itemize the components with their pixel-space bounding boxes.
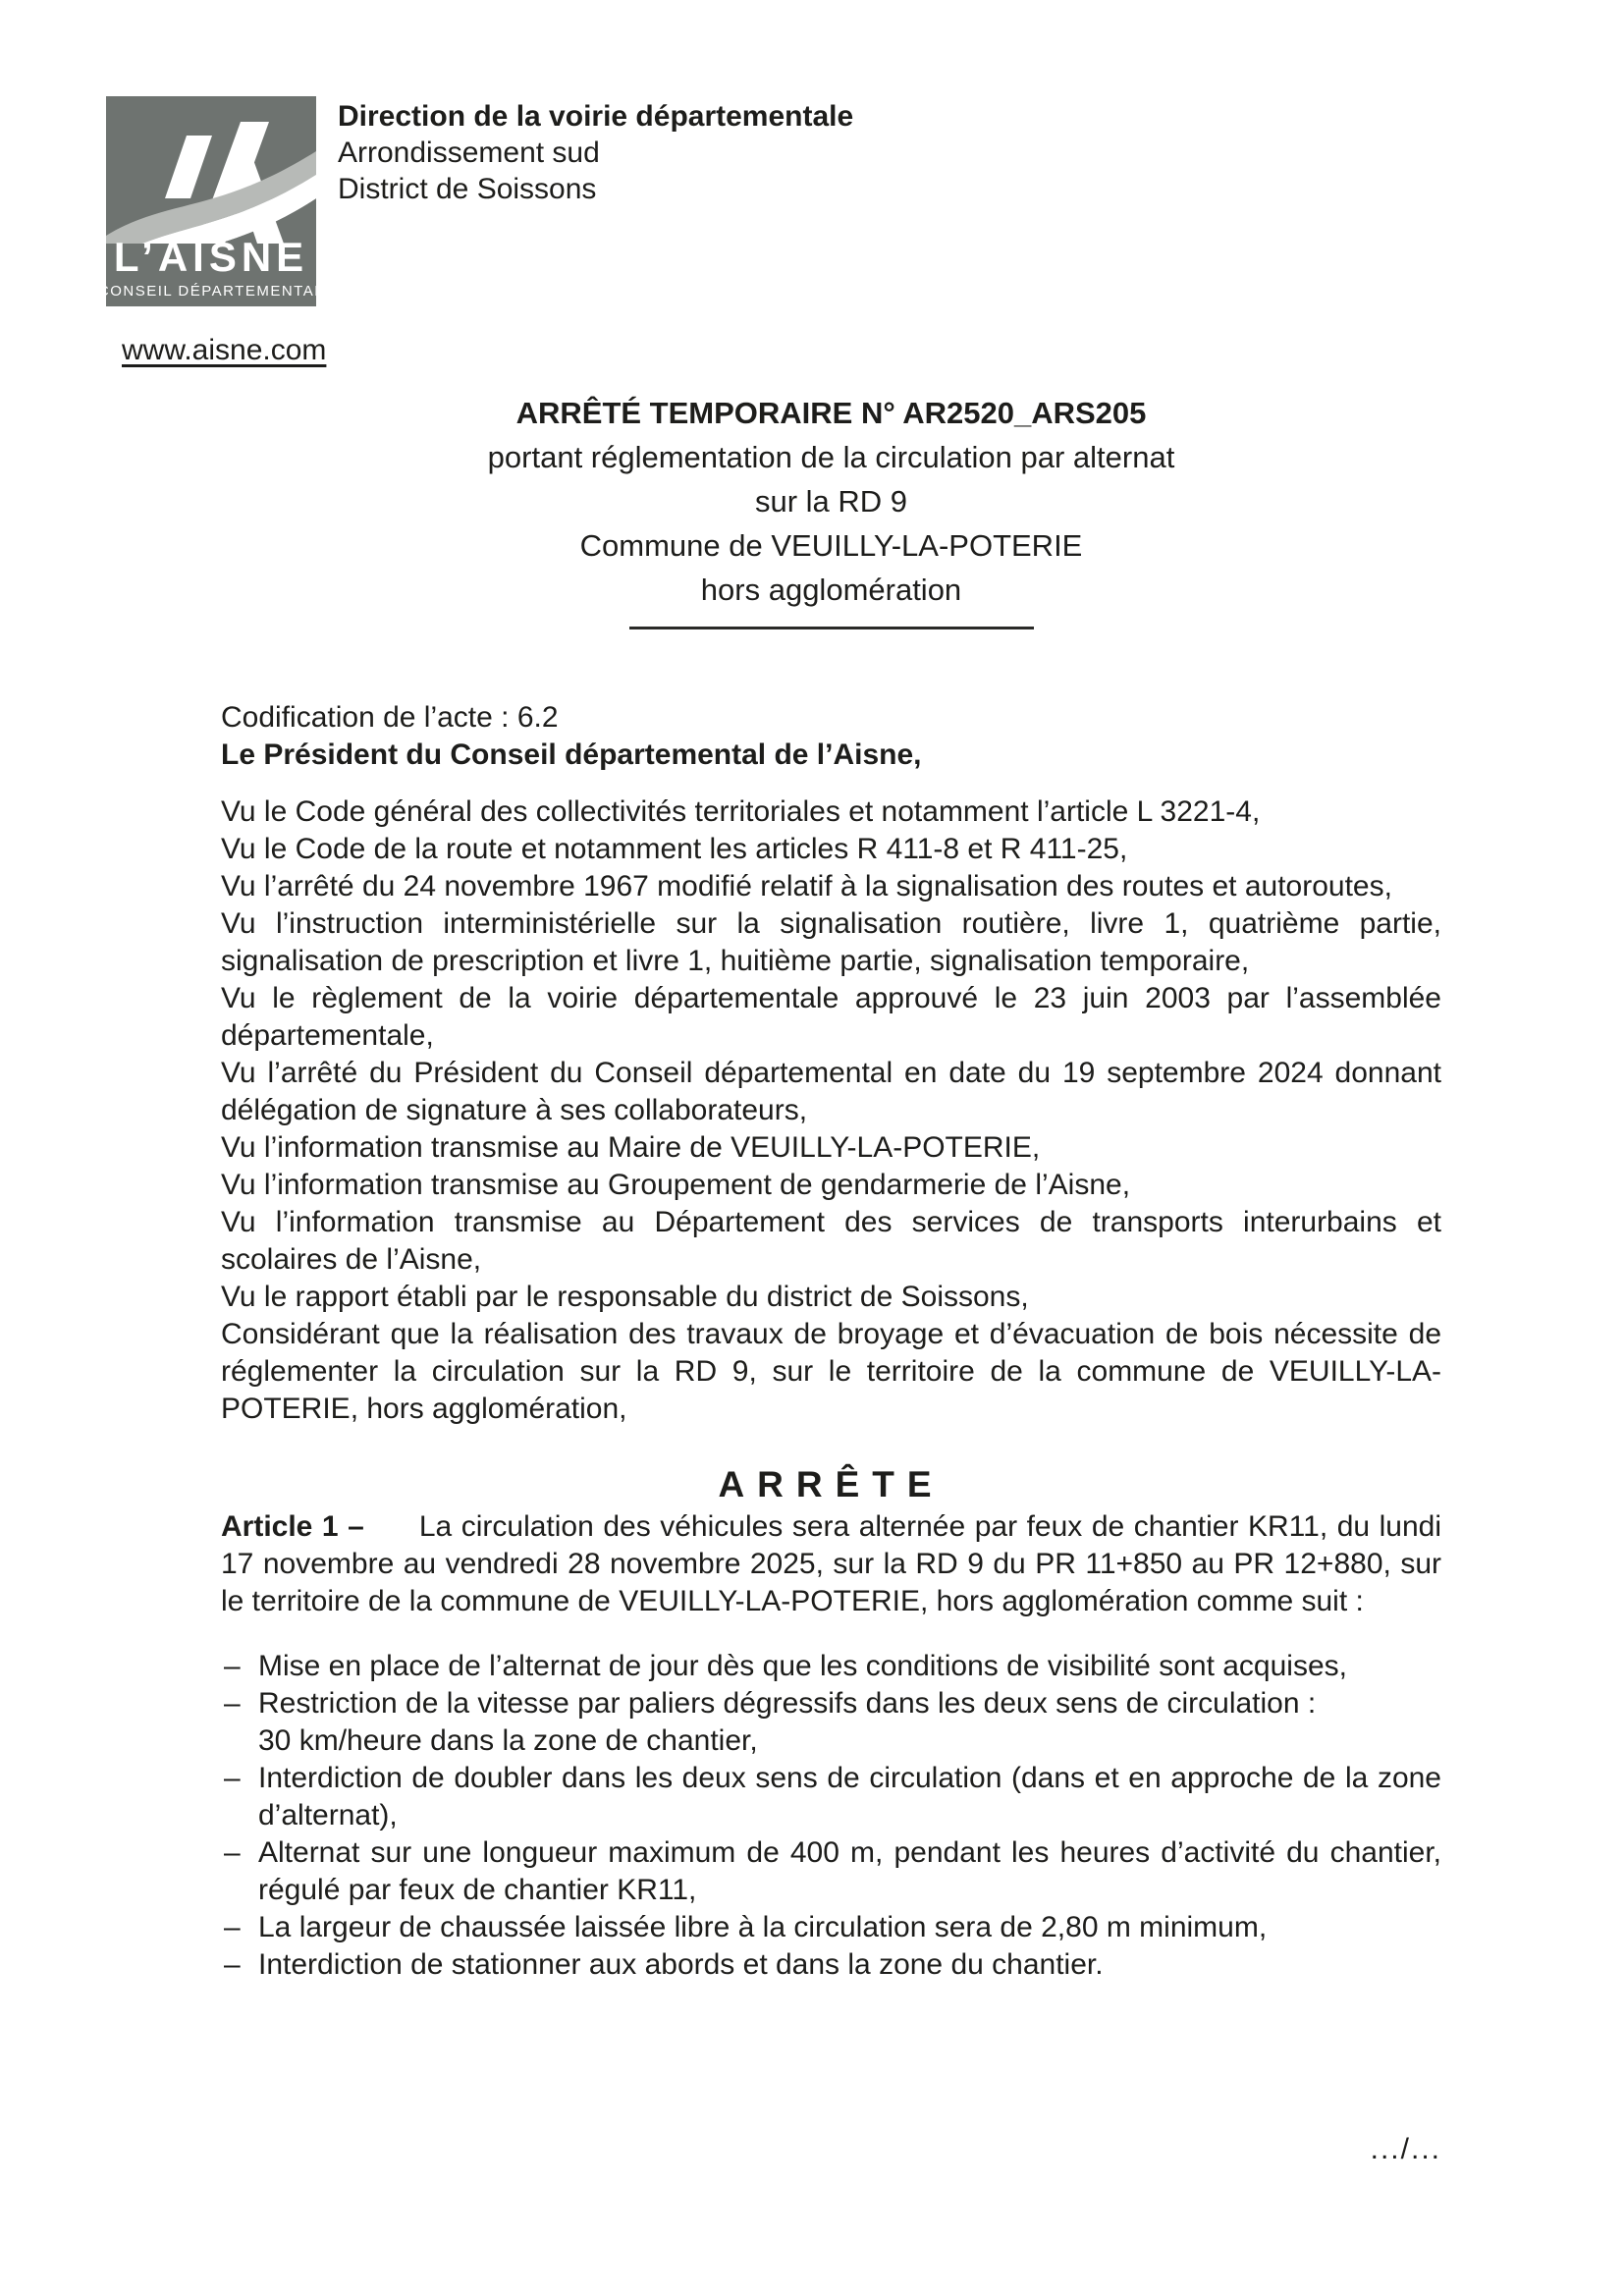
recital-line: Vu l’instruction interministérielle sur la signalisation routière, livre 1, quatrième partie, signalisation de prescription et livre 1, huitième partie, signalisation temporaire, xyxy=(221,907,1441,977)
recital-line: Vu le Code général des collectivités territoriales et notamment l’article L 3221-4, xyxy=(221,795,1261,828)
title-agglomeration-line: hors agglomération xyxy=(700,573,962,607)
title-commune-line: Commune de VEUILLY-LA-POTERIE xyxy=(579,528,1083,563)
list-item xyxy=(221,1760,1441,1834)
recital-line: Vu l’information transmise au Groupement de gendarmerie de l’Aisne, xyxy=(221,1169,1131,1201)
title-block xyxy=(221,391,1441,629)
title-road-line: sur la RD 9 xyxy=(754,484,908,519)
page-continuation-marker: .../... xyxy=(1370,2133,1441,2165)
measure-text: Mise en place de l’alternat de jour dès que les conditions de visibilité sont acquises, xyxy=(258,1650,1347,1682)
letterhead-direction: Direction de la voirie départementale xyxy=(338,100,854,133)
measure-text: La largeur de chaussée laissée libre à la circulation sera de 2,80 m minimum, xyxy=(258,1911,1268,1943)
article-1-text: La circulation des véhicules sera alternée par feux de chantier KR11, du lundi 17 novembre au vendredi 28 novembre 2025, sur la RD 9 du PR 11+850 au PR 12+880, sur le territoire de la commune de VEUILLY-LA-POTERIE, hors agglomération comme suit : xyxy=(221,1510,1441,1617)
logo-tagline-text: CONSEIL DÉPARTEMENTAL xyxy=(106,283,316,300)
decree-number-title: ARRÊTÉ TEMPORAIRE N° AR2520_ARS205 xyxy=(515,396,1147,430)
considerant-paragraph: Considérant que la réalisation des travaux de broyage et d’évacuation de bois nécessite de réglementer la circulation sur la RD 9, sur le territoire de la commune de VEUILLY-LA-POTERIE, hors agglomération, xyxy=(221,1318,1441,1425)
aisne-department-logo xyxy=(106,96,316,306)
dash-bullet: – xyxy=(224,1948,241,1981)
salutation-line: Le Président du Conseil départemental de l’Aisne, xyxy=(221,738,922,771)
recital-line: Vu le rapport établi par le responsable du district de Soissons, xyxy=(221,1281,1029,1313)
measures-list xyxy=(221,1648,1441,1984)
recital-line: Vu l’arrêté du Président du Conseil départemental en date du 19 septembre 2024 donnant délégation de signature à ses collaborateurs, xyxy=(221,1057,1441,1126)
list-item xyxy=(221,1685,1441,1760)
list-item xyxy=(221,1946,1441,1984)
website-url: www.aisne.com xyxy=(122,334,327,366)
letterhead-district: District de Soissons xyxy=(338,173,597,205)
dash-bullet: – xyxy=(224,1650,241,1682)
recital-line: Vu l’arrêté du 24 novembre 1967 modifié relatif à la signalisation des routes et autoroutes, xyxy=(221,870,1392,902)
title-separator-rule xyxy=(629,627,1034,629)
article-1-label: Article 1 – xyxy=(221,1510,364,1543)
letterhead xyxy=(338,98,853,207)
measure-text: Interdiction de stationner aux abords et dans la zone du chantier. xyxy=(258,1948,1104,1981)
recitals-block xyxy=(221,793,1441,1316)
measure-text: Interdiction de doubler dans les deux sens de circulation (dans et en approche de la zone d’alternat), xyxy=(258,1762,1441,1831)
measure-text: Restriction de la vitesse par paliers dégressifs dans les deux sens de circulation : xyxy=(258,1687,1317,1720)
decree-heading: ARRÊTE xyxy=(718,1464,945,1504)
recital-line: Vu l’information transmise au Maire de VEUILLY-LA-POTERIE, xyxy=(221,1131,1041,1164)
recital-line: Vu l’information transmise au Département des services de transports interurbains et scolaires de l’Aisne, xyxy=(221,1206,1441,1276)
codification-line: Codification de l’acte : 6.2 xyxy=(221,701,559,734)
aisne-logo-graphic xyxy=(106,96,316,306)
dash-bullet: – xyxy=(224,1762,241,1794)
recital-line: Vu le Code de la route et notamment les articles R 411-8 et R 411-25, xyxy=(221,833,1128,865)
list-item xyxy=(221,1834,1441,1909)
recital-line: Vu le règlement de la voirie départementale approuvé le 23 juin 2003 par l’assemblée départementale, xyxy=(221,982,1441,1052)
measure-text: Alternat sur une longueur maximum de 400 m, pendant les heures d’activité du chantier, régulé par feux de chantier KR11, xyxy=(258,1836,1441,1906)
title-subject-line: portant réglementation de la circulation par alternat xyxy=(487,440,1175,474)
list-item xyxy=(221,1909,1441,1946)
measure-subtext: 30 km/heure dans la zone de chantier, xyxy=(258,1724,758,1757)
document-body xyxy=(221,699,1441,1984)
dash-bullet: – xyxy=(224,1836,241,1869)
letterhead-arrondissement: Arrondissement sud xyxy=(338,137,600,169)
list-item xyxy=(221,1648,1441,1685)
dash-bullet: – xyxy=(224,1687,241,1720)
logo-name-text: L’AISNE xyxy=(113,234,309,280)
dash-bullet: – xyxy=(224,1911,241,1943)
article-1-paragraph xyxy=(221,1508,1441,1620)
